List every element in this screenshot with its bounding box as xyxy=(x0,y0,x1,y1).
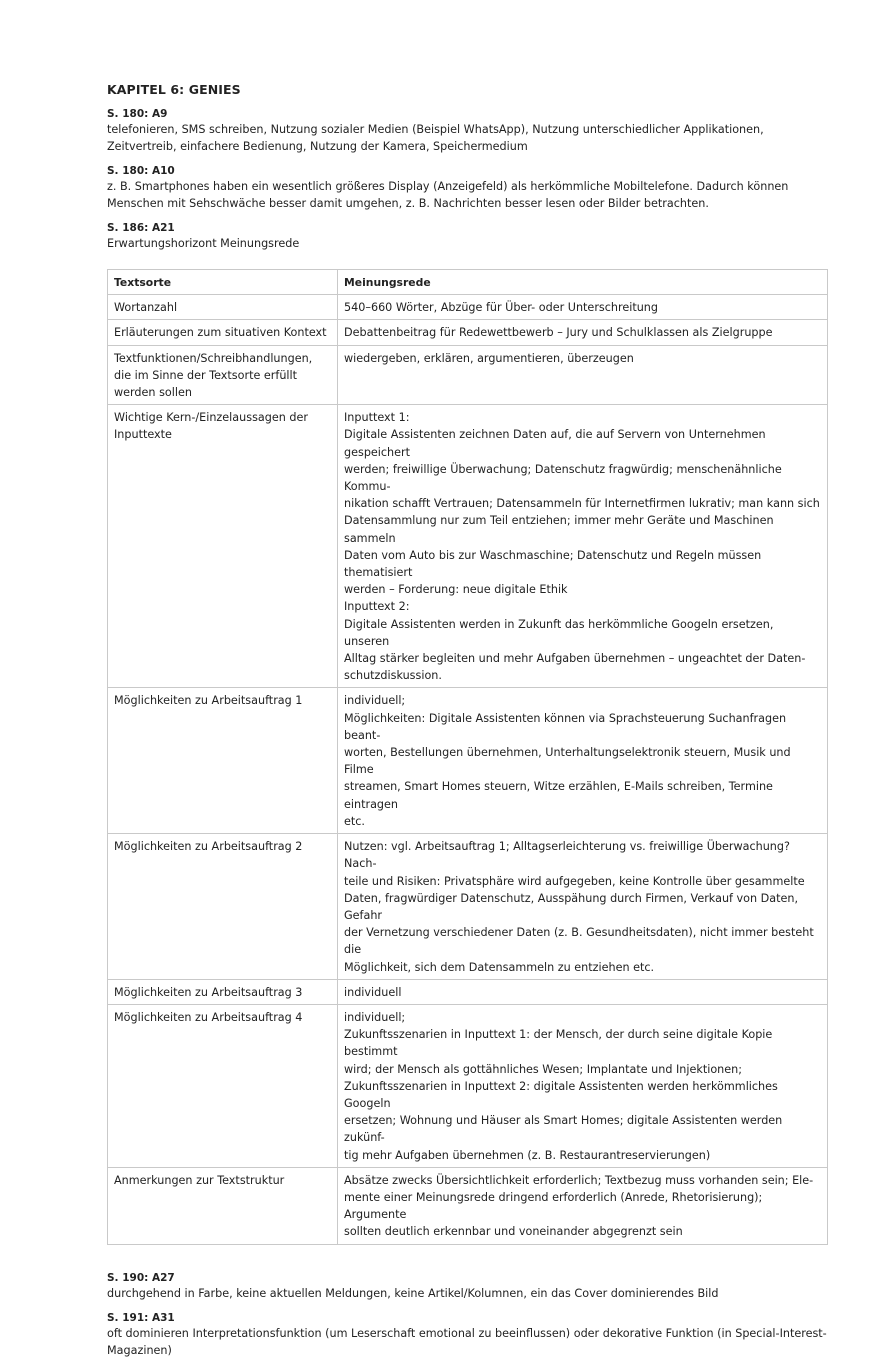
section-text: durchgehend in Farbe, keine aktuellen Meldungen, keine Artikel/Kolumnen, ein das Cover dominierendes Bild xyxy=(107,1286,719,1300)
section-heading: S. 190: A27 xyxy=(107,1271,175,1284)
row-label: Anmerkungen zur Textstruktur xyxy=(108,1167,338,1244)
row-value: 540–660 Wörter, Abzüge für Über- oder Unterschreitung xyxy=(338,295,828,320)
table-row xyxy=(108,320,828,345)
section-a9 xyxy=(107,107,827,155)
section-text: oft dominieren Interpretationsfunktion (um Leserschaft emotional zu beeinflussen) oder dekorative Funktion (in Special-Interest-Magazinen) xyxy=(107,1326,827,1357)
table-row xyxy=(108,979,828,1004)
table-row xyxy=(108,1167,828,1244)
table-header-row xyxy=(108,270,828,295)
table-row xyxy=(108,295,828,320)
section-a21 xyxy=(107,221,827,252)
row-label: Erläuterungen zum situativen Kontext xyxy=(108,320,338,345)
row-label: Möglichkeiten zu Arbeitsauftrag 3 xyxy=(108,979,338,1004)
chapter-title: KAPITEL 6: GENIES xyxy=(107,82,241,97)
row-value: individuell; Möglichkeiten: Digitale Assistenten können via Sprachsteuerung Suchanfragen beant- worten, Bestellungen übernehmen, Unterhaltungselektronik steuern, Musik und Filme streamen, Smart Homes steuern, Witze erzählen, E-Mails schreiben, Termine eintragen etc. xyxy=(338,688,828,834)
row-label: Textfunktionen/Schreibhandlungen, die im Sinne der Textsorte erfüllt werden sollen xyxy=(108,345,338,405)
row-label: Möglichkeiten zu Arbeitsauftrag 2 xyxy=(108,834,338,980)
table-row xyxy=(108,1004,828,1167)
row-value: Absätze zwecks Übersichtlichkeit erforderlich; Textbezug muss vorhanden sein; Ele- mente einer Meinungsrede dringend erforderlich (Anrede, Rhetorisierung); Argumente sollten deutlich erkennbar und voneinander abgegrenzt sein xyxy=(338,1167,828,1244)
column-header-meinungsrede: Meinungsrede xyxy=(338,270,828,295)
section-text: Erwartungshorizont Meinungsrede xyxy=(107,237,300,250)
column-header-textsorte: Textsorte xyxy=(108,270,338,295)
section-a27 xyxy=(107,1271,827,1302)
row-value: Nutzen: vgl. Arbeitsauftrag 1; Alltagserleichterung vs. freiwillige Überwachung? Nach- teile und Risiken: Privatsphäre wird aufgegeben, keine Kontrolle über gesammelte Daten, fragwürdiger Datenschutz, Ausspähung durch Firmen, Verkauf von Daten, Gefahr der Vernetzung verschiedener Daten (z. B. Gesundheitsdaten), nicht immer besteht die Möglichkeit, sich dem Datensammeln zu entziehen etc. xyxy=(338,834,828,980)
document-page xyxy=(107,82,827,1368)
row-label: Möglichkeiten zu Arbeitsauftrag 1 xyxy=(108,688,338,834)
table-row xyxy=(108,345,828,405)
table-row xyxy=(108,405,828,688)
row-value: Inputtext 1: Digitale Assistenten zeichnen Daten auf, die auf Servern von Unternehmen gespeichert werden; freiwillige Überwachung; Datenschutz fragwürdig; menschenähnliche Kommu- nikation schafft Vertrauen; Datensammeln für Internetfirmen lukrativ; man kann sich Datensammlung nur zum Teil entziehen; immer mehr Geräte und Maschinen sammeln Daten vom Auto bis zur Waschmaschine; Datenschutz und Regeln müssen thematisiert werden – Forderung: neue digitale Ethik Inputtext 2: Digitale Assistenten werden in Zukunft das herkömmliche Googeln ersetzen, unseren Alltag stärker begleiten und mehr Aufgaben übernehmen – ungeachtet der Daten- schutzdiskussion. xyxy=(338,405,828,688)
row-value: wiedergeben, erklären, argumentieren, überzeugen xyxy=(338,345,828,405)
section-heading: S. 180: A10 xyxy=(107,165,175,177)
section-text: telefonieren, SMS schreiben, Nutzung sozialer Medien (Beispiel WhatsApp), Nutzung unterschiedlicher Applikationen, Zeitvertreib, einfachere Bedienung, Nutzung der Kamera, Speichermedium xyxy=(107,123,764,153)
row-label: Wortanzahl xyxy=(108,295,338,320)
section-a31 xyxy=(107,1311,827,1359)
section-text: z. B. Smartphones haben ein wesentlich größeres Display (Anzeigefeld) als herkömmliche Mobiltelefone. Dadurch können Menschen mit Sehschwäche besser damit umgehen, z. B. Nachrichten besser lesen oder Bilder betrachten. xyxy=(107,180,789,210)
row-value: Debattenbeitrag für Redewettbewerb – Jury und Schulklassen als Zielgruppe xyxy=(338,320,828,345)
section-heading: S. 180: A9 xyxy=(107,108,168,120)
table-row xyxy=(108,688,828,834)
table-row xyxy=(108,834,828,980)
row-label: Wichtige Kern-/Einzelaussagen der Inputtexte xyxy=(108,405,338,688)
row-value: individuell xyxy=(338,979,828,1004)
section-heading: S. 191: A31 xyxy=(107,1311,175,1324)
expectation-table xyxy=(107,269,828,1245)
row-label: Möglichkeiten zu Arbeitsauftrag 4 xyxy=(108,1004,338,1167)
section-heading: S. 186: A21 xyxy=(107,222,175,234)
section-a10 xyxy=(107,164,827,212)
row-value: individuell; Zukunftsszenarien in Inputtext 1: der Mensch, der durch seine digitale Kopie bestimmt wird; der Mensch als gottähnliches Wesen; Implantate und Injektionen; Zukunftsszenarien in Inputtext 2: digitale Assistenten werden herkömmliches Googeln ersetzen; Wohnung und Häuser als Smart Homes; digitale Assistenten werden zukünf- tig mehr Aufgaben übernehmen (z. B. Restaurantreservierungen) xyxy=(338,1004,828,1167)
